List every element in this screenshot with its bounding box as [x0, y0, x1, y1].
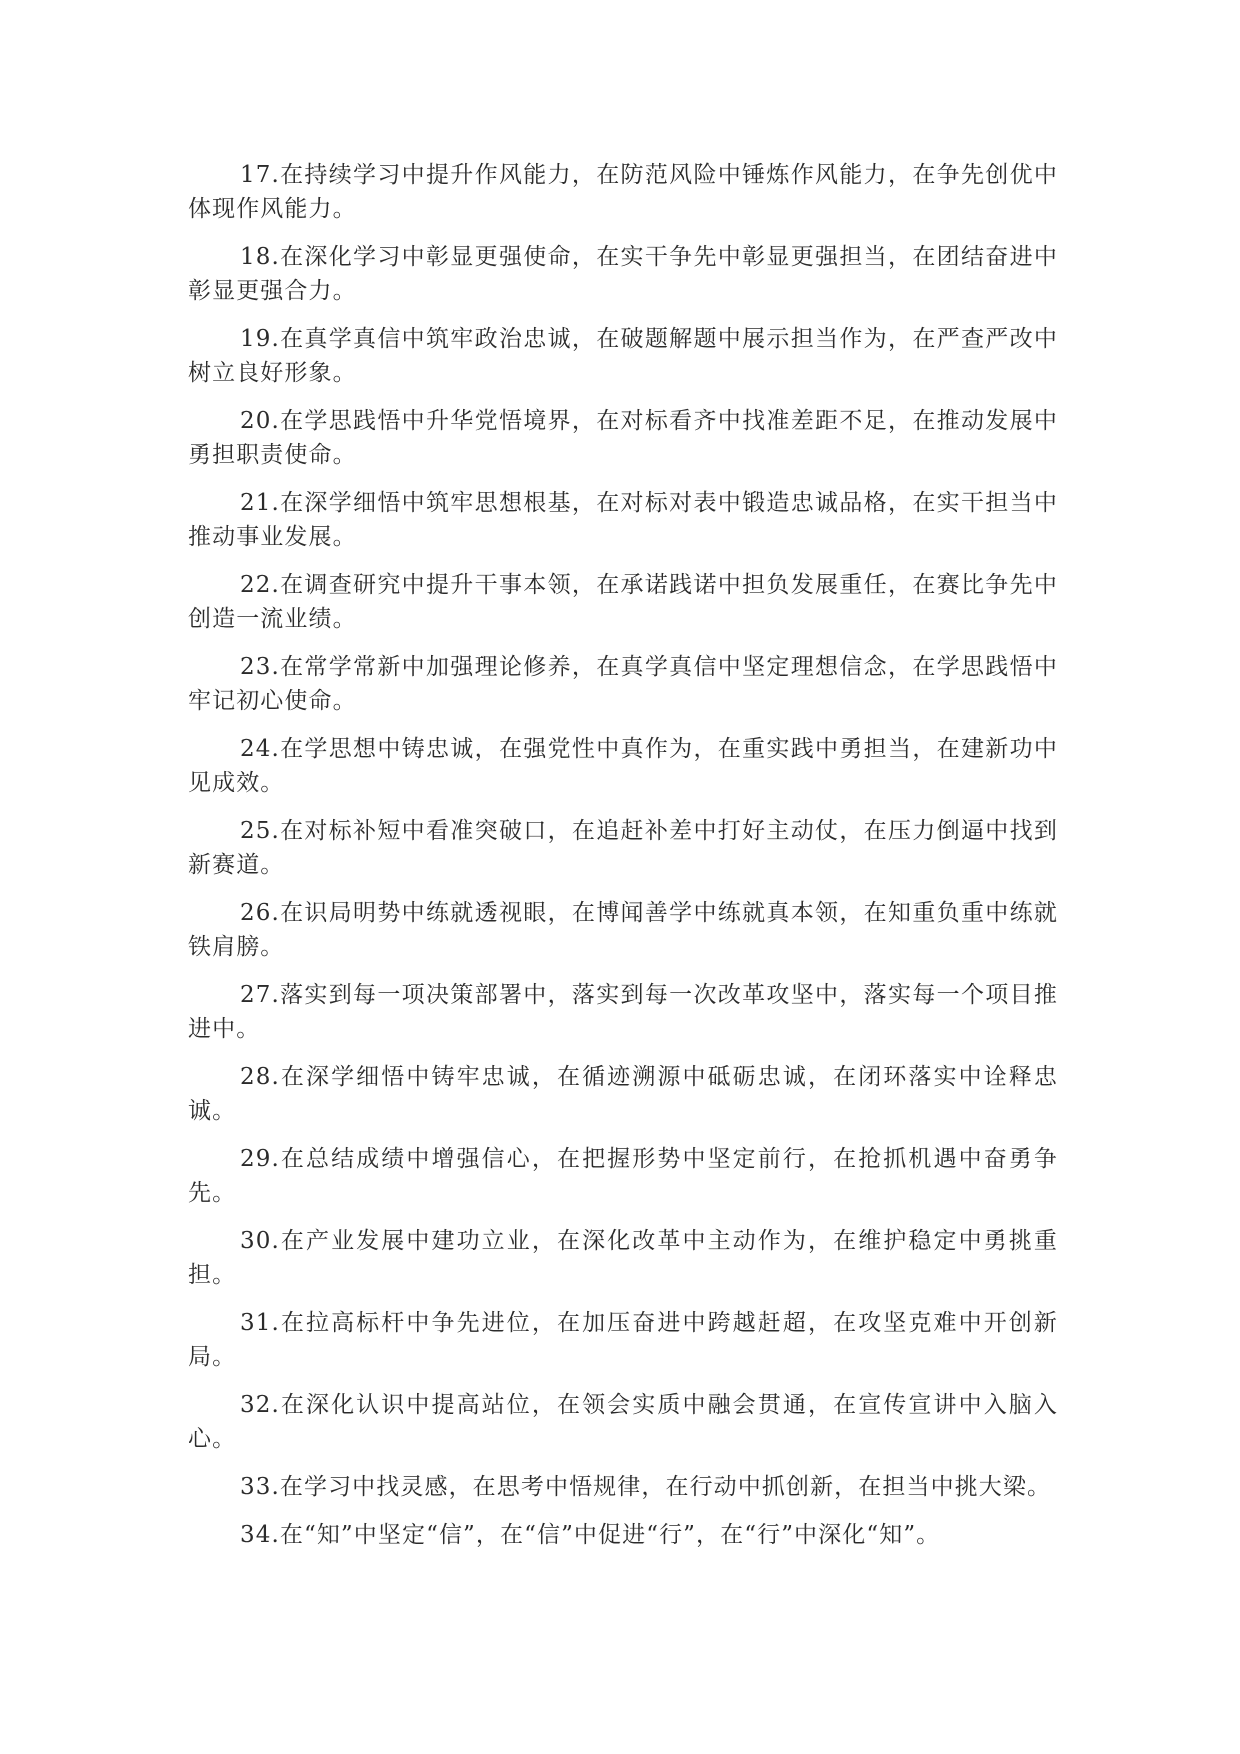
paragraph-23: 23.在常学常新中加强理论修养，在真学真信中坚定理想信念，在学思践悟中牢记初心使命。	[188, 654, 1058, 714]
paragraph-33: 33.在学习中找灵感，在思考中悟规律，在行动中抓创新，在担当中挑大梁。	[240, 1474, 1052, 1500]
paragraph-18: 18.在深化学习中彰显更强使命，在实干争先中彰显更强担当，在团结奋进中彰显更强合力。	[188, 244, 1058, 304]
paragraph-29: 29.在总结成绩中增强信心，在把握形势中坚定前行，在抢抓机遇中奋勇争先。	[188, 1146, 1058, 1206]
paragraph-27: 27.落实到每一项决策部署中，落实到每一次改革攻坚中，落实每一个项目推进中。	[188, 982, 1058, 1042]
paragraph-17: 17.在持续学习中提升作风能力，在防范风险中锤炼作风能力，在争先创优中体现作风能力。	[188, 162, 1058, 222]
paragraph-21: 21.在深学细悟中筑牢思想根基，在对标对表中锻造忠诚品格，在实干担当中推动事业发展。	[188, 490, 1058, 550]
paragraph-25: 25.在对标补短中看准突破口，在追赶补差中打好主动仗，在压力倒逼中找到新赛道。	[188, 818, 1058, 878]
paragraph-19: 19.在真学真信中筑牢政治忠诚，在破题解题中展示担当作为，在严查严改中树立良好形象。	[188, 326, 1058, 386]
document-body	[188, 158, 1058, 1566]
paragraph-30: 30.在产业发展中建功立业，在深化改革中主动作为，在维护稳定中勇挑重担。	[188, 1228, 1058, 1288]
paragraph-28: 28.在深学细悟中铸牢忠诚，在循迹溯源中砥砺忠诚，在闭环落实中诠释忠诚。	[188, 1064, 1058, 1124]
paragraph-20: 20.在学思践悟中升华党悟境界，在对标看齐中找准差距不足，在推动发展中勇担职责使命。	[188, 408, 1058, 468]
paragraph-22: 22.在调查研究中提升干事本领，在承诺践诺中担负发展重任，在赛比争先中创造一流业绩。	[188, 572, 1058, 632]
paragraph-32: 32.在深化认识中提高站位，在领会实质中融会贯通，在宣传宣讲中入脑入心。	[188, 1392, 1058, 1452]
paragraph-31: 31.在拉高标杆中争先进位，在加压奋进中跨越赶超，在攻坚克难中开创新局。	[188, 1310, 1058, 1370]
paragraph-24: 24.在学思想中铸忠诚，在强党性中真作为，在重实践中勇担当，在建新功中见成效。	[188, 736, 1058, 796]
paragraph-34: 34.在“知”中坚定“信”，在“信”中促进“行”，在“行”中深化“知”。	[240, 1522, 941, 1548]
paragraph-26: 26.在识局明势中练就透视眼，在博闻善学中练就真本领，在知重负重中练就铁肩膀。	[188, 900, 1058, 960]
